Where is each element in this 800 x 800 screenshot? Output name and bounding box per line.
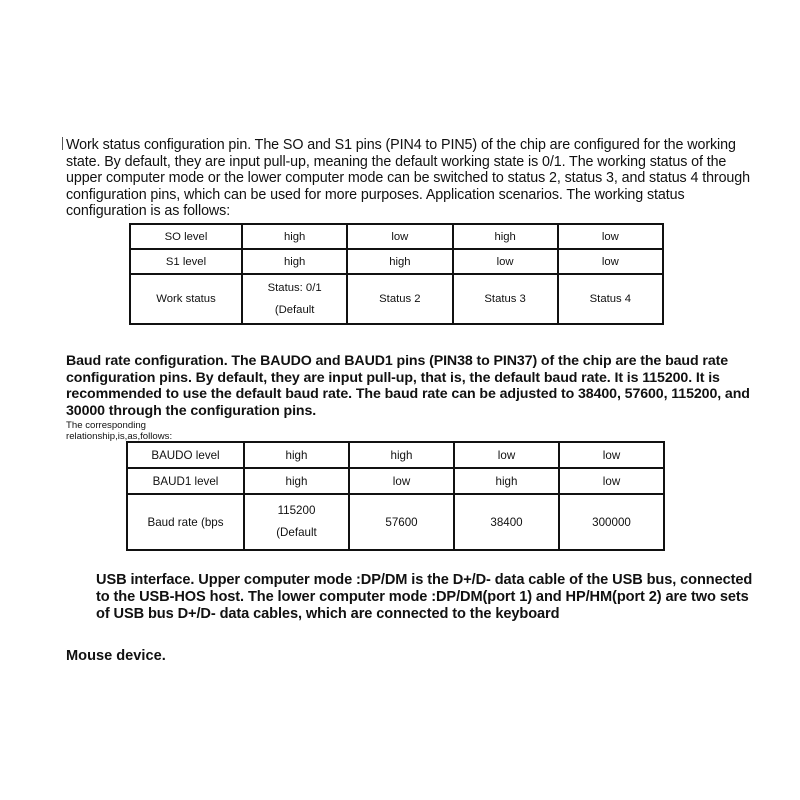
table-cell: low [349, 468, 454, 494]
table-cell: Status 2 [347, 274, 452, 324]
table-cell: low [454, 442, 559, 468]
margin-mark [62, 137, 63, 150]
table-cell: low [559, 442, 664, 468]
table-cell: high [349, 442, 454, 468]
table-cell: high [244, 468, 349, 494]
table-cell: 57600 [349, 494, 454, 550]
baud-rate-paragraph: Baud rate configuration. The BAUDO and BAUD1 pins (PIN38 to PIN37) of the chip are the baud rate configuration pins. By default, they are input pull-up, that is, the default baud rate. It is 115200. It is recommended to use the default baud rate. The baud rate can be adjusted to 38400, 57600, 115200, and 30000 through the configuration pins. [66, 353, 750, 419]
table-row [130, 249, 663, 274]
cell-line: (Default [276, 526, 317, 539]
table-cell: Baud rate (bps [127, 494, 244, 550]
table-cell: high [347, 249, 452, 274]
usb-paragraph: USB interface. Upper computer mode :DP/DM is the D+/D- data cable of the USB bus, connected to the USB-HOS host. The lower computer mode :DP/DM(port 1) and HP/HM(port 2) are two sets of USB bus D+/D- data cables, which are connected to the keyboard [96, 572, 753, 622]
table-cell: Status 4 [558, 274, 663, 324]
table-cell: 300000 [559, 494, 664, 550]
table-cell: low [347, 224, 452, 249]
baud-rate-note: The corresponding relationship,is,as,follows: [66, 420, 173, 442]
table-cell: high [244, 442, 349, 468]
table-cell: Work status [130, 274, 242, 324]
table-cell: high [242, 224, 347, 249]
table-cell: Status 3 [453, 274, 558, 324]
table-cell: high [454, 468, 559, 494]
table-cell: high [453, 224, 558, 249]
table-cell [242, 274, 347, 324]
table-row [127, 494, 664, 550]
table-cell: low [559, 468, 664, 494]
table-cell: low [453, 249, 558, 274]
table-row [130, 274, 663, 324]
table-cell: S1 level [130, 249, 242, 274]
baud-rate-table [126, 441, 665, 551]
work-status-table [129, 223, 664, 325]
cell-line: 115200 [277, 504, 316, 517]
table-cell: high [242, 249, 347, 274]
table-cell [244, 494, 349, 550]
table-cell: low [558, 224, 663, 249]
cell-line: (Default [274, 304, 315, 316]
table-row [130, 224, 663, 249]
table-cell: BAUDO level [127, 442, 244, 468]
usb-paragraph-tail: Mouse device. [66, 648, 166, 664]
table-cell: 38400 [454, 494, 559, 550]
table-cell: SO level [130, 224, 242, 249]
work-status-paragraph: Work status configuration pin. The SO and S1 pins (PIN4 to PIN5) of the chip are configured for the working state. By default, they are input pull-up, meaning the default working state is 0/1. The working status of the upper computer mode or the lower computer mode can be switched to status 2, status 3, and status 4 through configuration pins, which can be used for more purposes. Application scenarios. The working status configuration is as follows: [66, 137, 750, 220]
table-row [127, 468, 664, 494]
table-row [127, 442, 664, 468]
table-cell: low [558, 249, 663, 274]
cell-line: Status: 0/1 [267, 282, 322, 294]
table-cell: BAUD1 level [127, 468, 244, 494]
